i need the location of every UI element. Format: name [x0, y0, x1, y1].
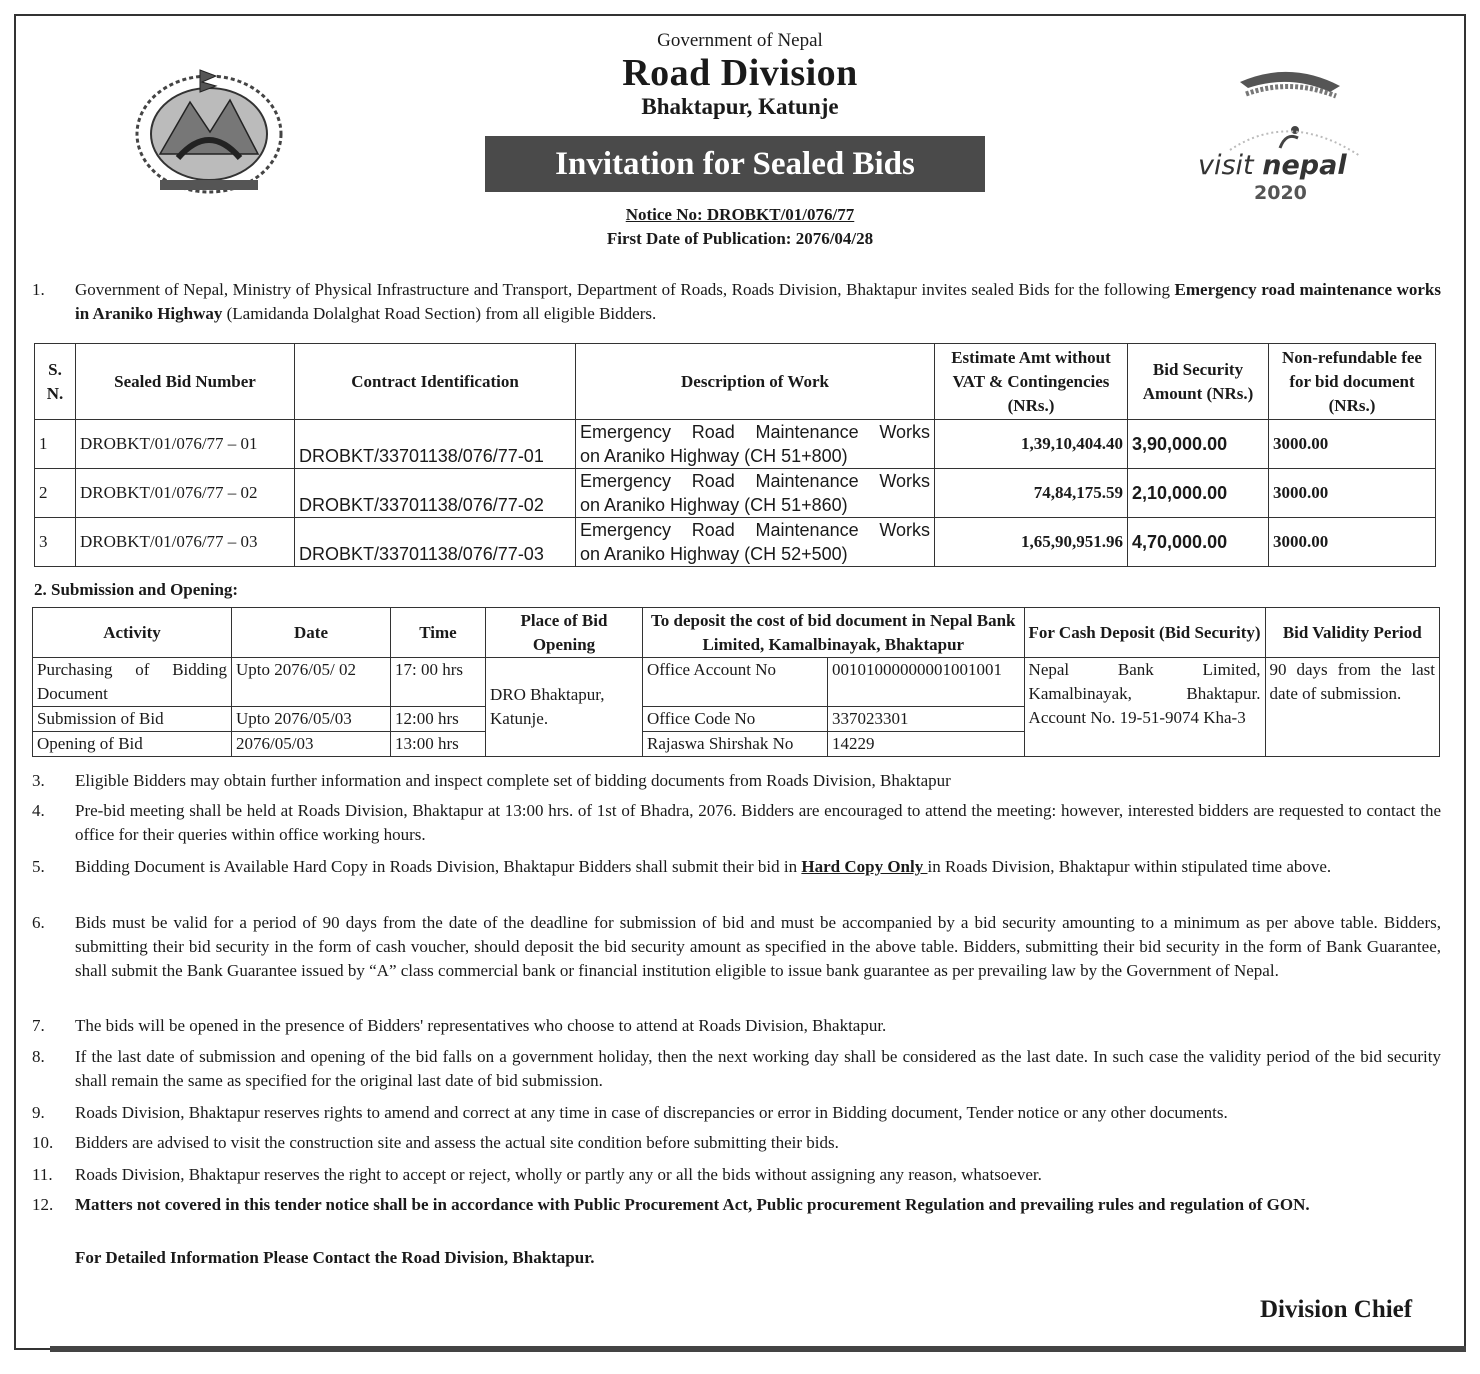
cell-activity: Purchasing of Bidding Document	[33, 658, 232, 707]
clause-text: The bids will be opened in the presence of Bidders' representatives who choose to attend at Roads Division, Bhaktapur.	[75, 1016, 887, 1035]
cell-deposit-value: 14229	[828, 732, 1025, 757]
clause-number: 8.	[32, 1047, 45, 1066]
cell-deposit-value: 337023301	[828, 707, 1025, 732]
cell-estimate: 1,65,90,951.96	[935, 518, 1128, 567]
description-line: on Araniko Highway (CH 51+800)	[580, 446, 848, 466]
cell-place: DRO Bhaktapur, Katunje.	[486, 658, 643, 757]
description-line: Emergency Road Maintenance Works	[580, 422, 930, 442]
cell-contract: DROBKT/33701138/076/77-03	[295, 518, 576, 567]
cell-activity: Submission of Bid	[33, 707, 232, 732]
table-row	[35, 469, 1436, 518]
cell-estimate: 74,84,175.59	[935, 469, 1128, 518]
cell-fee: 3000.00	[1269, 420, 1436, 469]
table-row	[35, 518, 1436, 567]
division-location: Bhaktapur, Katunje	[641, 94, 839, 119]
intro-text-bold: Emergency road maintenance works in Araniko Highway	[75, 280, 1441, 323]
cell-fee: 3000.00	[1269, 518, 1436, 567]
cell-sn: 2	[35, 469, 76, 518]
clause-number: 5.	[32, 857, 45, 876]
clause-number: 6.	[32, 913, 45, 932]
col-header: Activity	[33, 608, 232, 658]
clause-text: Bids must be valid for a period of 90 days from the date of the deadline for submission of bid and must be accompanied by a bid security amounting to a minimum as per above table. Bidders, submitting their bid security in the form of cash voucher, should deposit the bid security amount as specified in the above table. Bidders, submitting their bid security in the form of Bank Guarantee, shall submit the Bank Guarantee issued by “A” class commercial bank or financial institution eligible to issue bank guarantee as per prevailing law by the Government of Nepal.	[75, 913, 1441, 980]
visit-year: 2020	[1254, 182, 1307, 204]
cell-contract: DROBKT/33701138/076/77-01	[295, 420, 576, 469]
cell-security: 2,10,000.00	[1128, 469, 1269, 518]
submission-title: 2. Submission and Opening:	[34, 580, 239, 599]
clause-text: Pre-bid meeting shall be held at Roads Division, Bhaktapur at 13:00 hrs. of 1st of Bhadra, 2076. Bidders are encouraged to attend the meeting: however, interested bidders are requested to contact the office for their queries within office working hours.	[75, 801, 1441, 844]
clause-text	[75, 855, 1441, 879]
cell-security: 3,90,000.00	[1128, 420, 1269, 469]
notice-block	[0, 203, 1480, 251]
clause-text-a: Bidding Document is Available Hard Copy in Roads Division, Bhaktapur Bidders shall submit their bid in	[75, 857, 802, 876]
cell-bid-number: DROBKT/01/076/77 – 03	[76, 518, 295, 567]
cell-description	[576, 518, 935, 567]
cell-deposit-label: Office Account No	[643, 658, 828, 707]
cell-time: 17: 00 hrs	[391, 658, 486, 707]
bids-table	[34, 343, 1436, 567]
col-header: Bid Validity Period	[1265, 608, 1439, 658]
cell-activity: Opening of Bid	[33, 732, 232, 757]
description-line: on Araniko Highway (CH 51+860)	[580, 495, 848, 515]
cell-deposit-label: Office Code No	[643, 707, 828, 732]
cell-description	[576, 420, 935, 469]
col-header: To deposit the cost of bid document in Nepal Bank Limited, Kamalbinayak, Bhaktapur	[643, 608, 1025, 658]
intro-text-b: (Lamidanda Dolalghat Road Section) from all eligible Bidders.	[222, 304, 657, 323]
clause-text: Roads Division, Bhaktapur reserves rights to amend and correct at any time in case of discrepancies or error in Bidding document, Tender notice or any other documents.	[75, 1103, 1228, 1122]
clause-text: If the last date of submission and opening of the bid falls on a government holiday, then the next working day shall be considered as the last date. In such case the validity period of the bid security shall remain the same as specified for the original last date of bid submission.	[75, 1047, 1441, 1090]
cell-deposit-value: 00101000000001001001	[828, 658, 1025, 707]
col-header: Bid Security Amount (NRs.)	[1128, 344, 1269, 420]
cell-security: 4,70,000.00	[1128, 518, 1269, 567]
cell-date: Upto 2076/05/ 02	[232, 658, 391, 707]
description-line: on Araniko Highway (CH 52+500)	[580, 544, 848, 564]
clause-number: 10.	[32, 1133, 54, 1152]
col-header: For Cash Deposit (Bid Security)	[1024, 608, 1265, 658]
cell-fee: 3000.00	[1269, 469, 1436, 518]
publication-date: First Date of Publication: 2076/04/28	[606, 229, 874, 248]
cell-date: Upto 2076/05/03	[232, 707, 391, 732]
cell-bid-number: DROBKT/01/076/77 – 01	[76, 420, 295, 469]
notice-number: Notice No: DROBKT/01/076/77	[625, 205, 855, 224]
col-header: Time	[391, 608, 486, 658]
clause-number: 9.	[32, 1103, 45, 1122]
cell-estimate: 1,39,10,404.40	[935, 420, 1128, 469]
cell-time: 12:00 hrs	[391, 707, 486, 732]
cell-contract: DROBKT/33701138/076/77-02	[295, 469, 576, 518]
cell-deposit-label: Rajaswa Shirshak No	[643, 732, 828, 757]
cell-bid-number: DROBKT/01/076/77 – 02	[76, 469, 295, 518]
contact-line: For Detailed Information Please Contact the Road Division, Bhaktapur.	[75, 1248, 595, 1267]
clause-number: 12.	[32, 1195, 54, 1214]
col-header: Place of Bid Opening	[486, 608, 643, 658]
nepal-word: nepal	[1262, 150, 1347, 181]
description-line: Emergency Road Maintenance Works	[580, 471, 930, 491]
cell-sn: 3	[35, 518, 76, 567]
cell-sn: 1	[35, 420, 76, 469]
col-header: Non-refundable fee for bid document (NRs.)	[1269, 344, 1436, 420]
cell-validity: 90 days from the last date of submission.	[1265, 658, 1439, 757]
government-line: Government of Nepal	[657, 30, 823, 51]
col-header: Contract Identification	[295, 344, 576, 420]
clause-text: Eligible Bidders may obtain further information and inspect complete set of bidding documents from Roads Division, Bhaktapur	[75, 771, 951, 790]
clause-number: 11.	[32, 1165, 53, 1184]
clause-text: Roads Division, Bhaktapur reserves the right to accept or reject, wholly or partly any or all the bids without assigning any reason, whatsoever.	[75, 1165, 1042, 1184]
clause-number: 3.	[32, 771, 45, 790]
hard-copy-emphasis: Hard Copy Only	[801, 857, 928, 876]
description-line: Emergency Road Maintenance Works	[580, 520, 930, 540]
col-header: Description of Work	[576, 344, 935, 420]
intro-text-a: Government of Nepal, Ministry of Physical Infrastructure and Transport, Department of Roads, Roads Division, Bhaktapur invites sealed Bids for the following	[75, 280, 1175, 299]
table-row	[35, 420, 1436, 469]
bottom-rule	[50, 1346, 1466, 1352]
signature-title: Division Chief	[1260, 1296, 1413, 1323]
table-header-row	[35, 344, 1436, 420]
col-header: Date	[232, 608, 391, 658]
clause-text: Bidders are advised to visit the construction site and assess the actual site condition before submitting their bids.	[75, 1133, 839, 1152]
cell-cash-deposit: Nepal Bank Limited, Kamalbinayak, Bhaktapur. Account No. 19-51-9074 Kha-3	[1024, 658, 1265, 757]
clause-text-b: in Roads Division, Bhaktapur within stipulated time above.	[927, 857, 1332, 876]
clause-number: 7.	[32, 1016, 45, 1035]
cell-date: 2076/05/03	[232, 732, 391, 757]
division-title: Road Division	[622, 52, 858, 94]
col-header: Estimate Amt without VAT & Contingencies (NRs.)	[935, 344, 1128, 420]
clause-text: Matters not covered in this tender notice shall be in accordance with Public Procurement Act, Public procurement Regulation and prevailing rules and regulation of GON.	[75, 1195, 1310, 1214]
table-row	[33, 658, 1440, 707]
table-header-row	[33, 608, 1440, 658]
clause-number: 1.	[32, 280, 45, 299]
clause-number: 4.	[32, 801, 45, 820]
visit-nepal-text	[1198, 150, 1347, 181]
invitation-banner: Invitation for Sealed Bids	[485, 136, 985, 192]
cell-description	[576, 469, 935, 518]
submission-table	[32, 607, 1440, 757]
col-header: Sealed Bid Number	[76, 344, 295, 420]
visit-word: visit	[1198, 150, 1254, 181]
col-header: S. N.	[35, 344, 76, 420]
cell-time: 13:00 hrs	[391, 732, 486, 757]
clause-text	[75, 278, 1441, 326]
letterhead	[0, 30, 1480, 120]
